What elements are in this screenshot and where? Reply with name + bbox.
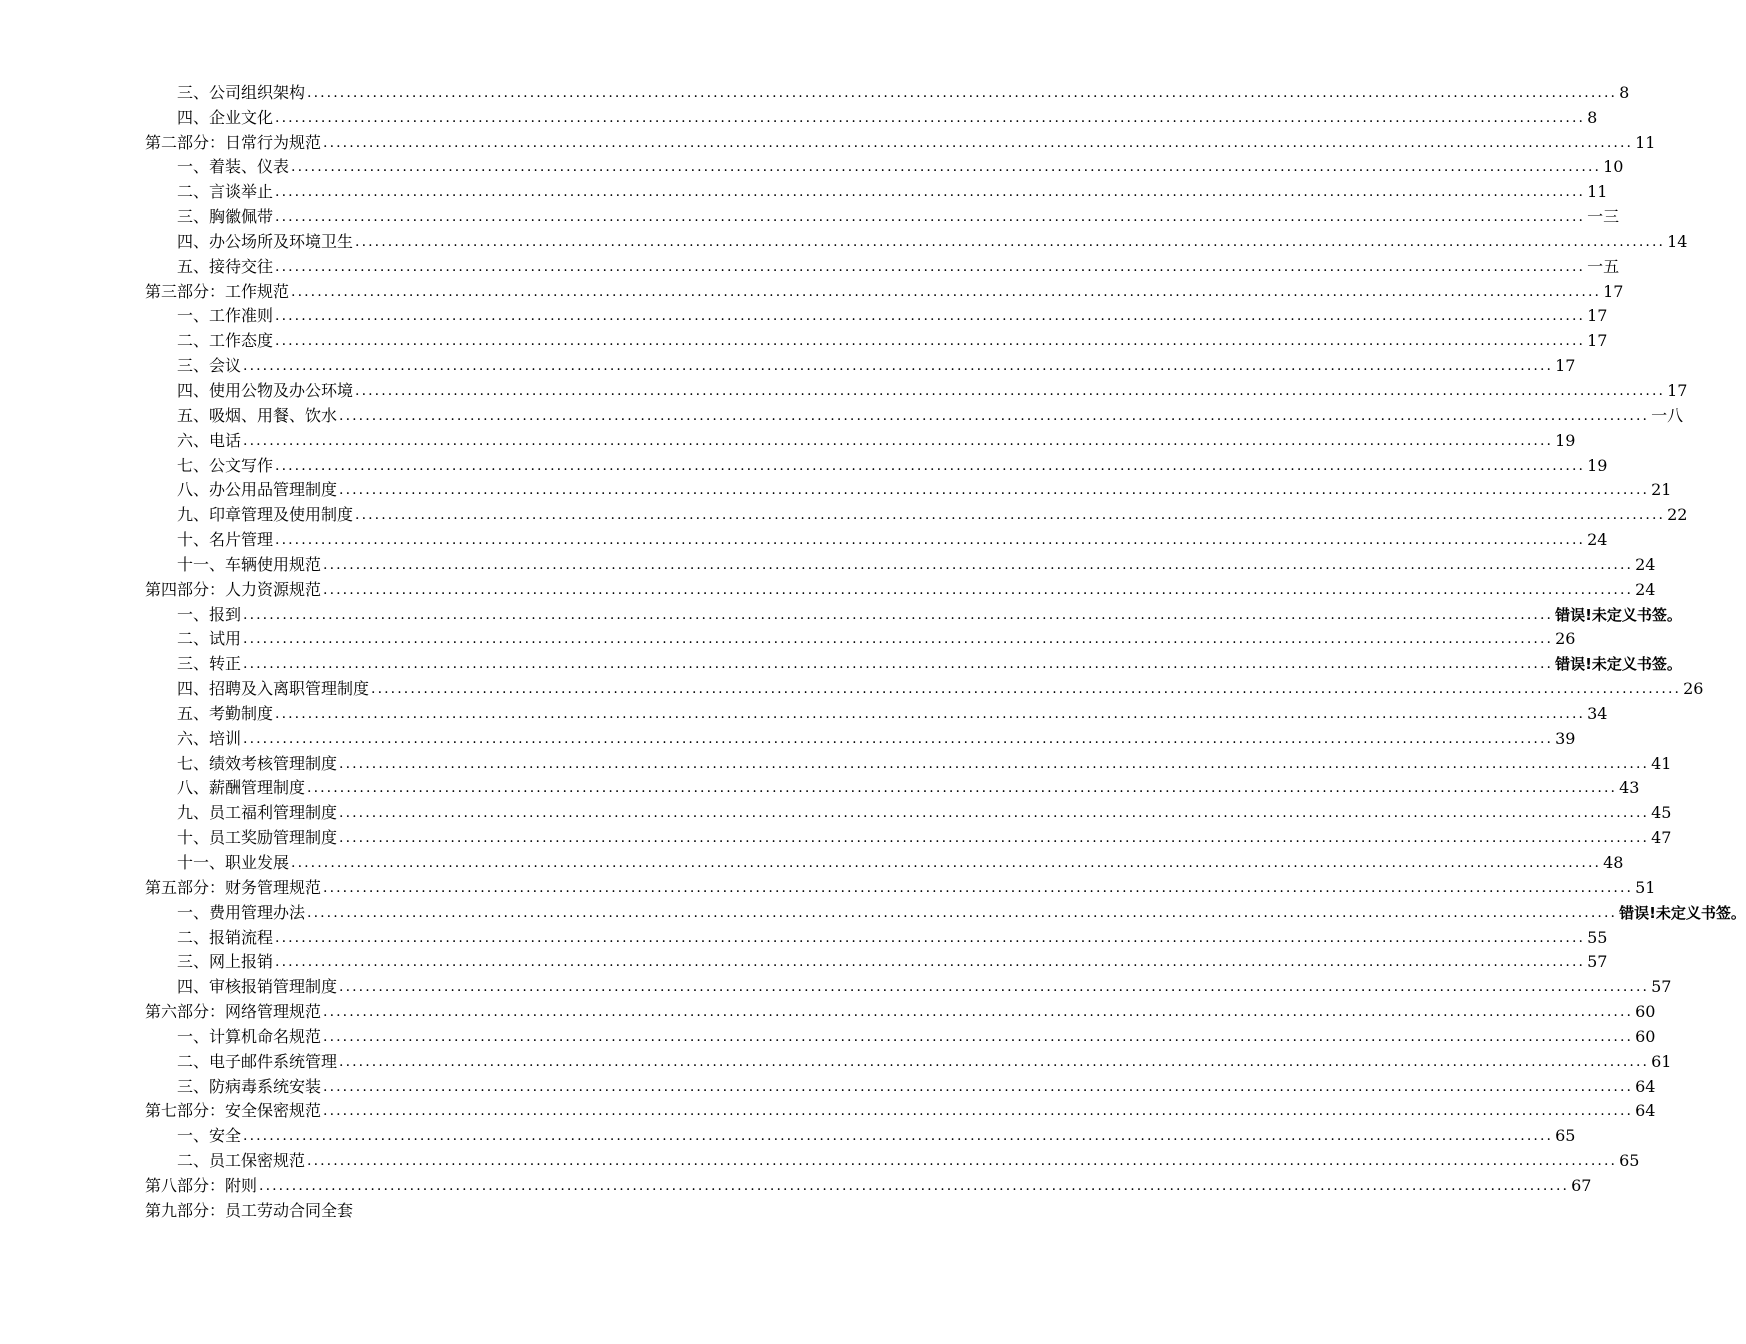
toc-entry-title: 二、电子邮件系统管理 [177,1051,338,1071]
toc-entry-title: 八、薪酬管理制度 [177,778,306,798]
toc-entry-title: 第三部分：工作规范 [145,281,290,301]
toc-entry[interactable] [145,948,1608,973]
dot-leader: ........................................................................................................................................................................................................ [323,581,1634,598]
toc-entry-title: 第九部分：员工劳动合同全套 [145,1200,354,1220]
toc-page-error: 错误!未定义书签。 [1619,903,1746,922]
toc-entry-title: 第二部分：日常行为规范 [145,132,322,152]
toc-entry-title: 三、会议 [177,356,242,376]
toc-page-number: 48 [1603,853,1624,872]
toc-entry-title: 二、言谈举止 [177,182,274,202]
toc-page-number: 24 [1635,579,1656,599]
toc-entry[interactable] [145,525,1608,550]
dot-leader: ........................................................................................................................................................................................................ [355,233,1666,250]
toc-entry-title: 五、考勤制度 [177,703,274,723]
dot-leader: ........................................................................................................................................................................................................ [291,855,1602,871]
toc-page-number: 45 [1651,803,1672,823]
toc-page-number: 8 [1619,82,1630,102]
toc-page-number: 一三 [1587,207,1620,227]
toc-entry-title: 二、报销流程 [177,927,274,947]
toc-entry[interactable] [145,972,1672,997]
toc-page-number: 10 [1603,157,1624,177]
toc-entry-title: 第六部分：网络管理规范 [145,1002,322,1022]
toc-entry[interactable] [145,1022,1656,1047]
dot-leader: ........................................................................................................................................................................................................ [339,830,1650,847]
toc-entry-title: 二、试用 [177,629,242,649]
toc-entry-title: 三、防病毒系统安装 [177,1076,322,1096]
toc-page-number: 64 [1635,1101,1656,1121]
dot-leader: ........................................................................................................................................................................................................ [307,84,1618,101]
toc-page-number: 17 [1667,380,1688,400]
toc-page-number: 19 [1555,430,1576,450]
toc-entry[interactable] [145,326,1608,351]
toc-page-number: 51 [1635,877,1656,897]
toc-entry[interactable] [145,302,1608,327]
toc-page-number: 47 [1651,828,1672,848]
toc-entry-title: 四、审核报销管理制度 [177,977,338,997]
dot-leader: ........................................................................................................................................................................................................ [275,209,1586,226]
toc-entry[interactable] [145,1121,1576,1146]
toc-page-number: 22 [1667,505,1688,525]
toc-entry-title: 五、吸烟、用餐、饮水 [177,405,338,425]
toc-entry[interactable] [145,823,1672,848]
dot-leader: ........................................................................................................................................................................................................ [275,954,1586,971]
dot-leader: ........................................................................................................................................................................................................ [243,730,1554,747]
toc-page-number: 64 [1635,1076,1656,1096]
dot-leader: ........................................................................................................................................................................................................ [291,159,1602,176]
dot-leader: ........................................................................................................................................................................................................ [275,184,1586,201]
toc-entry-title: 九、印章管理及使用制度 [177,505,354,525]
toc-entry[interactable] [145,426,1576,451]
dot-leader: ........................................................................................................................................................................................................ [323,1103,1634,1120]
toc-page-number: 34 [1587,703,1608,723]
toc-entry[interactable] [145,798,1672,823]
dot-leader: ........................................................................................................................................................................................................ [323,1078,1634,1095]
toc-entry[interactable] [145,103,1598,128]
toc-entry-title: 一、工作准则 [177,306,274,326]
dot-leader: ........................................................................................................................................................................................................ [355,382,1666,399]
toc-entry-title: 六、培训 [177,728,242,748]
toc-page-number: 60 [1635,1026,1656,1046]
toc-entry-title: 三、转正 [177,654,242,674]
toc-entry[interactable] [145,1047,1672,1072]
toc-page-number: 65 [1555,1126,1576,1146]
toc-entry-title: 七、绩效考核管理制度 [177,753,338,773]
toc-entry[interactable] [145,202,1620,227]
dot-leader: ........................................................................................................................................................................................................ [243,606,1554,623]
toc-entry-title: 四、使用公物及办公环境 [177,380,354,400]
toc-page-number: 57 [1587,952,1608,972]
dot-leader: ........................................................................................................................................................................................................ [339,755,1650,772]
toc-entry[interactable] [145,401,1684,426]
toc-entry[interactable] [145,550,1656,575]
dot-leader: ........................................................................................................................................................................................................ [355,507,1666,524]
toc-page-number: 17 [1555,356,1576,376]
toc-entry-title: 第四部分：人力资源规范 [145,579,322,599]
toc-page-number: 61 [1651,1051,1672,1071]
toc-entry[interactable] [145,749,1672,774]
dot-leader: ........................................................................................................................................................................................................ [323,1004,1634,1021]
toc-entry[interactable] [145,476,1672,501]
toc-page-number: 43 [1619,778,1640,798]
dot-leader: ........................................................................................................................................................................................................ [243,358,1554,375]
dot-leader: ........................................................................................................................................................................................................ [275,532,1586,549]
dot-leader: ........................................................................................................................................................................................................ [243,656,1554,673]
toc-entry-title: 九、员工福利管理制度 [177,803,338,823]
toc-page-number: 57 [1651,977,1672,997]
toc-entry[interactable] [145,252,1620,277]
dot-leader: ........................................................................................................................................................................................................ [275,333,1586,350]
toc-page-number: 39 [1555,728,1576,748]
toc-section-entry[interactable] [145,277,1624,302]
toc-entry-title: 一、报到 [177,604,242,624]
toc-entry-title: 十、名片管理 [177,530,274,550]
dot-leader: ........................................................................................................................................................................................................ [307,780,1618,797]
dot-leader: ........................................................................................................................................................................................................ [339,482,1650,499]
toc-entry[interactable] [145,153,1624,178]
toc-page-number: 24 [1587,530,1608,550]
toc-section-entry[interactable] [145,873,1656,898]
toc-page-number: 26 [1555,629,1576,649]
toc-entry[interactable] [145,1146,1640,1171]
toc-page-number: 26 [1683,679,1704,699]
toc-page-number: 17 [1587,331,1608,351]
toc-entry[interactable] [145,649,1682,674]
toc-page-number: 19 [1587,455,1608,475]
toc-page-number: 8 [1587,107,1598,127]
toc-page-number: 17 [1587,306,1608,326]
toc-entry[interactable] [145,674,1704,699]
dot-leader: ........................................................................................................................................................................................................ [275,457,1586,474]
toc-entry-title: 一、安全 [177,1126,242,1146]
dot-leader: ........................................................................................................................................................................................................ [323,134,1634,151]
toc-entry-title: 一、着装、仪表 [177,157,290,177]
toc-entry-title: 五、接待交往 [177,256,274,276]
toc-page-number: 11 [1635,132,1656,152]
toc-entry[interactable] [145,774,1640,799]
toc-page-number: 24 [1635,554,1656,574]
toc-page-number: 41 [1651,753,1672,773]
toc-page-error: 错误!未定义书签。 [1555,655,1682,674]
dot-leader: ........................................................................................................................................................................................................ [339,407,1650,424]
toc-section-entry[interactable] [145,1171,1592,1196]
toc-entry-title: 十一、车辆使用规范 [177,554,322,574]
toc-entry[interactable] [145,724,1576,749]
toc-entry-title: 一、计算机命名规范 [177,1026,322,1046]
dot-leader: ........................................................................................................................................................................................................ [323,1028,1634,1045]
toc-entry-title: 第七部分：安全保密规范 [145,1101,322,1121]
toc-entry-title: 七、公文写作 [177,455,274,475]
dot-leader: ........................................................................................................................................................................................................ [307,1153,1618,1170]
toc-entry[interactable] [145,376,1688,401]
toc-entry[interactable] [145,923,1608,948]
toc-entry[interactable] [145,1072,1656,1097]
toc-entry-title: 二、工作态度 [177,331,274,351]
dot-leader: ........................................................................................................................................................................................................ [275,929,1586,946]
toc-entry[interactable] [145,227,1688,252]
dot-leader: ........................................................................................................................................................................................................ [307,904,1618,921]
toc-page-number: 60 [1635,1002,1656,1022]
toc-entry-title: 第八部分：附则 [145,1175,258,1195]
toc-entry-title: 二、员工保密规范 [177,1151,306,1171]
toc-section-entry[interactable] [145,997,1656,1022]
toc-entry[interactable] [145,78,1630,103]
dot-leader: ........................................................................................................................................................................................................ [243,432,1554,449]
toc-entry-title: 四、招聘及入离职管理制度 [177,679,370,699]
table-of-contents [145,78,1746,1221]
toc-entry-title: 三、胸徽佩带 [177,207,274,227]
toc-entry[interactable] [145,177,1608,202]
toc-entry-title: 八、办公用品管理制度 [177,480,338,500]
toc-entry-title: 十一、职业发展 [177,853,290,872]
toc-page-number: 14 [1667,231,1688,251]
toc-page-number: 67 [1571,1175,1592,1195]
toc-entry-title: 六、电话 [177,430,242,450]
dot-leader: ........................................................................................................................................................................................................ [275,308,1586,325]
toc-page-number: 55 [1587,927,1608,947]
toc-section-entry[interactable] [145,1097,1656,1122]
toc-page-number: 65 [1619,1151,1640,1171]
toc-entry-title: 十、员工奖励管理制度 [177,828,338,848]
toc-entry-title: 四、办公场所及环境卫生 [177,231,354,251]
toc-entry[interactable] [145,848,1624,873]
dot-leader: ........................................................................................................................................................................................................ [323,879,1634,896]
toc-entry[interactable] [145,625,1576,650]
toc-entry-title: 三、网上报销 [177,952,274,972]
toc-entry-title: 四、企业文化 [177,107,274,127]
toc-entry-title: 一、费用管理办法 [177,902,306,922]
toc-entry[interactable] [145,898,1746,923]
toc-page-number: 11 [1587,182,1608,202]
toc-page-number: 21 [1651,480,1672,500]
dot-leader: ........................................................................................................................................................................................................ [291,283,1602,300]
dot-leader: ........................................................................................................................................................................................................ [275,258,1586,275]
dot-leader: ........................................................................................................................................................................................................ [243,1128,1554,1145]
dot-leader: ........................................................................................................................................................................................................ [323,556,1634,573]
toc-section-entry[interactable] [145,575,1656,600]
toc-entry-title: 三、公司组织架构 [177,82,306,102]
toc-entry-title: 第五部分：财务管理规范 [145,877,322,897]
dot-leader: ........................................................................................................................................................................................................ [275,705,1586,722]
toc-page-number: 17 [1603,281,1624,301]
dot-leader: ........................................................................................................................................................................................................ [339,979,1650,996]
toc-entry[interactable] [145,451,1608,476]
dot-leader: ........................................................................................................................................................................................................ [371,681,1682,698]
dot-leader: ........................................................................................................................................................................................................ [243,631,1554,648]
dot-leader: ........................................................................................................................................................................................................ [275,109,1586,126]
dot-leader: ........................................................................................................................................................................................................ [259,1177,1570,1194]
toc-page-number: 一五 [1587,256,1620,276]
toc-page-number: 一八 [1651,405,1684,425]
toc-page-error: 错误!未定义书签。 [1555,605,1682,624]
toc-entry[interactable] [145,351,1576,376]
toc-entry[interactable] [145,600,1682,625]
toc-entry[interactable] [145,500,1688,525]
toc-section-entry[interactable] [145,1196,837,1221]
dot-leader: ........................................................................................................................................................................................................ [339,1053,1650,1070]
toc-section-entry[interactable] [145,128,1656,153]
toc-entry[interactable] [145,699,1608,724]
dot-leader: ........................................................................................................................................................................................................ [339,805,1650,822]
